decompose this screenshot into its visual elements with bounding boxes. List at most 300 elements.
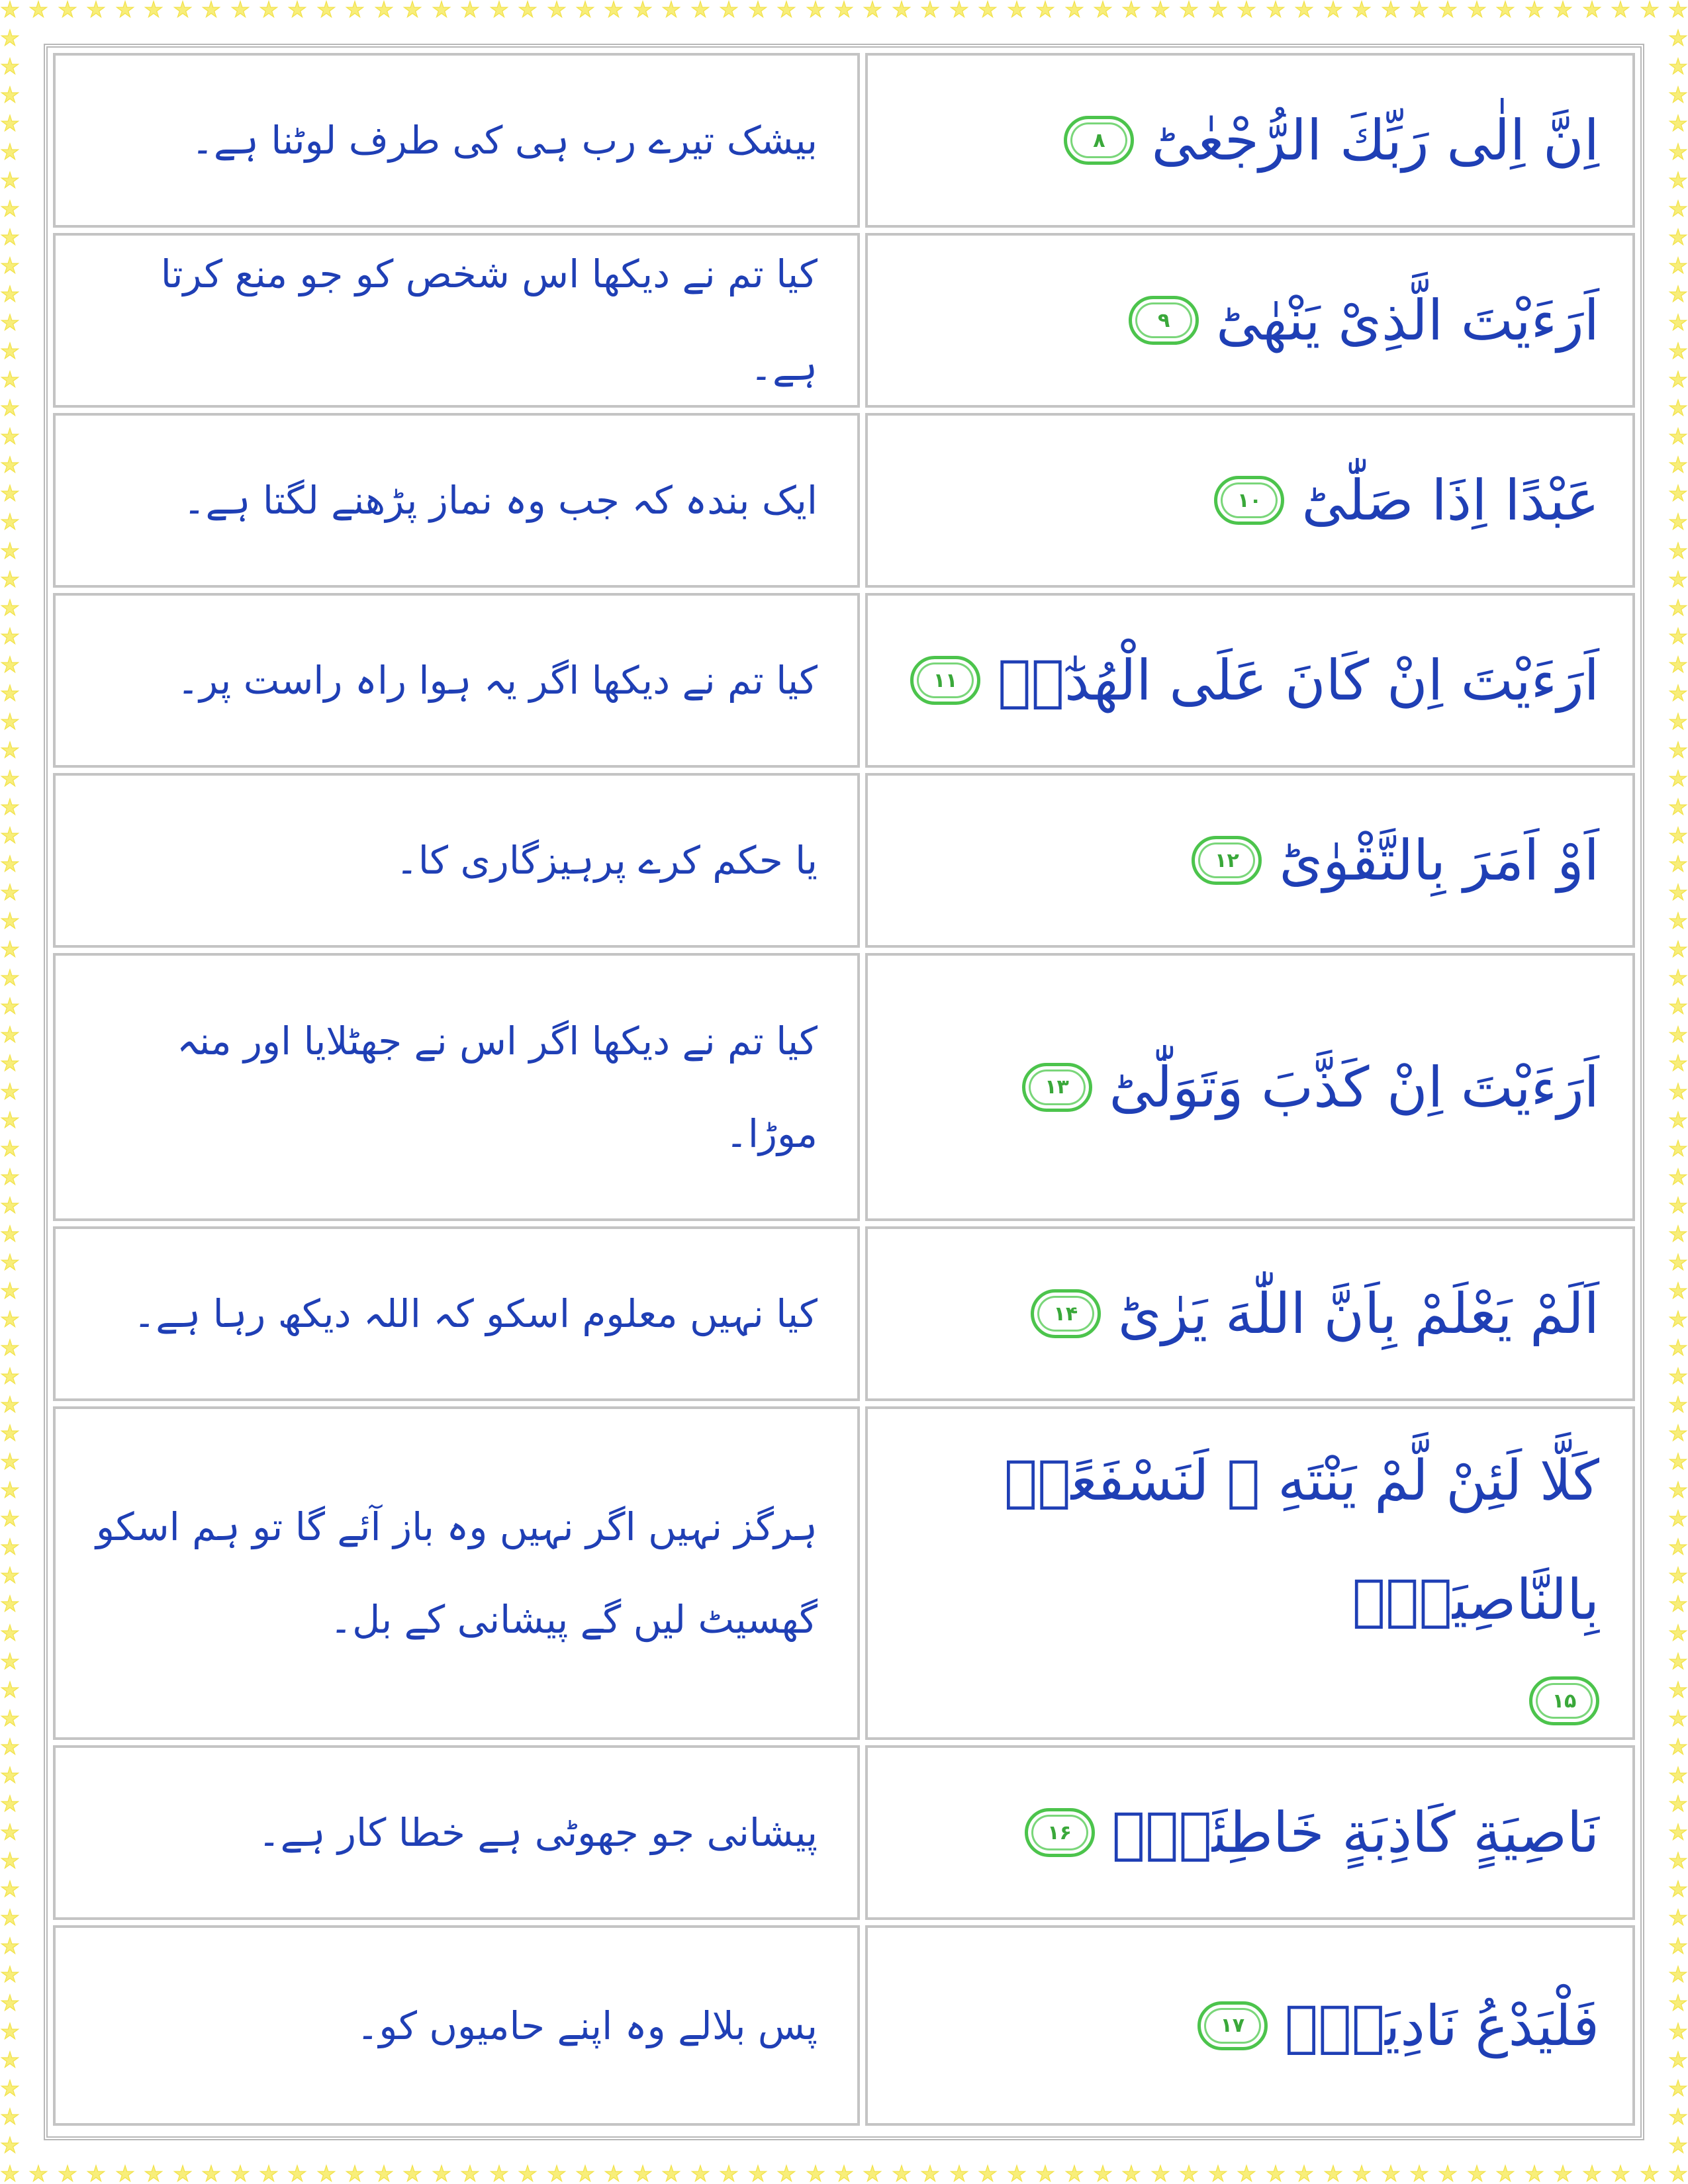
star-icon bbox=[1668, 2022, 1688, 2042]
star-icon bbox=[1294, 2164, 1314, 2184]
star-icon bbox=[1035, 2164, 1055, 2184]
star-icon bbox=[1668, 2136, 1688, 2156]
star-icon bbox=[1668, 1880, 1688, 1899]
star-icon bbox=[1668, 1594, 1688, 1614]
star-icon bbox=[287, 2164, 307, 2184]
star-icon bbox=[0, 1794, 20, 1814]
star-icon bbox=[0, 1139, 20, 1159]
star-icon bbox=[0, 1709, 20, 1729]
star-icon bbox=[1381, 0, 1401, 20]
star-icon bbox=[1668, 1566, 1688, 1586]
star-icon bbox=[0, 313, 20, 333]
star-icon bbox=[0, 28, 20, 48]
star-icon bbox=[604, 2164, 624, 2184]
star-icon bbox=[1668, 2164, 1688, 2184]
star-icon bbox=[1007, 2164, 1027, 2184]
star-icon bbox=[0, 1253, 20, 1273]
star-icon bbox=[0, 1823, 20, 1843]
star-icon bbox=[1668, 28, 1688, 48]
star-icon bbox=[1668, 370, 1688, 390]
ayah-number-icon: ۱۳ bbox=[1022, 1063, 1092, 1112]
star-icon bbox=[0, 883, 20, 903]
star-icon bbox=[0, 1480, 20, 1500]
star-icon bbox=[1668, 826, 1688, 846]
ayah-number-icon: ۱۲ bbox=[1192, 836, 1262, 885]
star-icon bbox=[0, 285, 20, 304]
star-icon bbox=[1668, 2107, 1688, 2127]
star-icon bbox=[0, 1082, 20, 1102]
star-icon bbox=[575, 0, 595, 20]
translation-text: پس بلالے وہ اپنے حامیوں کو۔ bbox=[356, 2003, 818, 2048]
star-icon bbox=[1668, 1680, 1688, 1700]
star-icon bbox=[1668, 0, 1688, 20]
star-icon bbox=[0, 1908, 20, 1928]
star-icon bbox=[0, 997, 20, 1017]
star-icon bbox=[287, 0, 307, 20]
star-icon bbox=[834, 2164, 854, 2184]
star-icon bbox=[1668, 484, 1688, 504]
star-icon bbox=[402, 0, 422, 20]
star-icon bbox=[0, 1167, 20, 1187]
star-icon bbox=[1668, 1224, 1688, 1244]
star-icon bbox=[920, 0, 940, 20]
star-icon bbox=[1668, 883, 1688, 903]
star-icon bbox=[0, 0, 20, 20]
star-icon bbox=[0, 57, 20, 77]
star-icon bbox=[0, 1537, 20, 1557]
star-icon bbox=[1409, 0, 1429, 20]
star-icon bbox=[1668, 1395, 1688, 1415]
star-icon bbox=[0, 1766, 20, 1786]
arabic-verse: اَرَءَيْتَ اِنْ كَذَّبَ وَتَوَلّٰىؕ bbox=[1109, 1054, 1599, 1120]
star-icon bbox=[460, 2164, 480, 2184]
star-icon bbox=[1381, 2164, 1401, 2184]
star-icon bbox=[0, 370, 20, 390]
star-icon bbox=[719, 0, 739, 20]
star-icon bbox=[920, 2164, 940, 2184]
star-icon bbox=[374, 2164, 394, 2184]
star-icon bbox=[1035, 0, 1055, 20]
star-icon bbox=[1668, 228, 1688, 248]
star-icon bbox=[230, 2164, 250, 2184]
star-icon bbox=[1668, 1509, 1688, 1529]
star-icon bbox=[1611, 0, 1630, 20]
star-icon bbox=[748, 0, 768, 20]
star-icon bbox=[0, 968, 20, 988]
star-icon bbox=[834, 0, 854, 20]
arabic-verse: اَرَءَيْتَ الَّذِىْ يَنْهٰىؕ bbox=[1216, 288, 1599, 353]
star-icon bbox=[0, 142, 20, 162]
star-icon bbox=[1668, 1794, 1688, 1814]
star-icon bbox=[1668, 854, 1688, 874]
star-icon bbox=[1668, 1908, 1688, 1928]
verse-cell bbox=[865, 1226, 1635, 1401]
star-icon bbox=[58, 0, 77, 20]
star-icon bbox=[1121, 2164, 1141, 2184]
star-icon bbox=[1237, 2164, 1256, 2184]
star-icon bbox=[1438, 0, 1458, 20]
star-icon bbox=[0, 854, 20, 874]
star-icon bbox=[374, 0, 394, 20]
star-icon bbox=[432, 2164, 451, 2184]
translation-text: کیا نہیں معلوم اسکو کہ اللہ دیکھ رہا ہے۔ bbox=[133, 1291, 818, 1336]
star-icon bbox=[1668, 1139, 1688, 1159]
star-icon bbox=[115, 0, 135, 20]
star-icon bbox=[316, 2164, 336, 2184]
translation-text: بیشک تیرے رب ہی کی طرف لوٹنا ہے۔ bbox=[191, 118, 818, 163]
star-icon bbox=[402, 2164, 422, 2184]
star-icon bbox=[1668, 655, 1688, 675]
verse-cell bbox=[865, 593, 1635, 768]
star-icon bbox=[460, 0, 480, 20]
verse-cell bbox=[865, 953, 1635, 1221]
star-icon bbox=[1668, 627, 1688, 647]
star-icon bbox=[1668, 797, 1688, 817]
star-icon bbox=[0, 1452, 20, 1472]
star-icon bbox=[0, 256, 20, 276]
star-icon bbox=[1294, 0, 1314, 20]
star-icon bbox=[0, 1851, 20, 1871]
star-icon bbox=[1640, 0, 1660, 20]
star-icon bbox=[0, 341, 20, 361]
star-icon bbox=[1668, 455, 1688, 475]
arabic-verse: كَلَّا لَئِنْ لَّمْ يَنْتَهِ ۙ لَنَسْفَعًاۢ بِالنَّاصِيَةِۙ bbox=[1004, 1448, 1599, 1632]
ayah-number-icon: ۹ bbox=[1129, 296, 1199, 345]
star-icon bbox=[1611, 2164, 1630, 2184]
star-icon bbox=[863, 2164, 882, 2184]
star-icon bbox=[0, 712, 20, 732]
star-icon bbox=[1668, 541, 1688, 561]
translation-cell bbox=[53, 593, 860, 768]
star-icon bbox=[1668, 1823, 1688, 1843]
star-icon bbox=[0, 1623, 20, 1643]
star-icon bbox=[1668, 741, 1688, 760]
star-icon bbox=[0, 1652, 20, 1672]
star-icon bbox=[0, 1310, 20, 1330]
star-icon bbox=[661, 2164, 681, 2184]
star-icon bbox=[0, 1965, 20, 1985]
star-icon bbox=[1266, 2164, 1286, 2184]
star-icon bbox=[1668, 199, 1688, 219]
star-icon bbox=[0, 1993, 20, 2013]
star-icon bbox=[316, 0, 336, 20]
translation-text: کیا تم نے دیکھا اگر اس نے جھٹلایا اور منہ موڑا۔ bbox=[177, 1018, 818, 1156]
translation-text: یا حکم کرے پرہیزگاری کا۔ bbox=[395, 838, 818, 883]
star-icon bbox=[1668, 313, 1688, 333]
star-icon bbox=[1668, 1424, 1688, 1443]
star-icon bbox=[978, 2164, 998, 2184]
arabic-verse: عَبْدًا اِذَا صَلّٰىؕ bbox=[1301, 468, 1599, 533]
verse-cell bbox=[865, 413, 1635, 588]
star-icon bbox=[0, 826, 20, 846]
star-icon bbox=[0, 114, 20, 134]
star-icon bbox=[1208, 0, 1228, 20]
star-icon bbox=[661, 0, 681, 20]
star-icon bbox=[1064, 0, 1084, 20]
star-icon bbox=[633, 0, 653, 20]
star-icon bbox=[1208, 2164, 1228, 2184]
star-icon bbox=[489, 2164, 509, 2184]
star-icon bbox=[978, 0, 998, 20]
star-icon bbox=[345, 2164, 365, 2184]
star-icon bbox=[0, 2079, 20, 2099]
star-icon bbox=[1323, 2164, 1343, 2184]
star-icon bbox=[1064, 2164, 1084, 2184]
translation-cell bbox=[53, 1925, 860, 2126]
star-icon bbox=[1668, 256, 1688, 276]
star-icon bbox=[0, 1509, 20, 1529]
star-icon bbox=[0, 427, 20, 447]
translation-cell bbox=[53, 953, 860, 1221]
star-icon bbox=[0, 2136, 20, 2156]
star-icon bbox=[1121, 0, 1141, 20]
verse-cell bbox=[865, 1745, 1635, 1920]
star-icon bbox=[173, 2164, 193, 2184]
star-icon bbox=[1093, 2164, 1113, 2184]
star-icon bbox=[575, 2164, 595, 2184]
star-icon bbox=[604, 0, 624, 20]
star-icon bbox=[1668, 1054, 1688, 1073]
star-icon bbox=[949, 0, 969, 20]
arabic-verse: اَلَمْ يَعْلَمْ بِاَنَّ اللّٰهَ يَرٰىؕ bbox=[1117, 1281, 1599, 1346]
star-icon bbox=[1668, 1082, 1688, 1102]
arabic-verse: اِنَّ اِلٰى رَبِّكَ الرُّجْعٰىؕ bbox=[1151, 108, 1599, 173]
star-icon bbox=[1668, 1537, 1688, 1557]
star-icon bbox=[0, 940, 20, 960]
star-icon bbox=[0, 1424, 20, 1443]
star-icon bbox=[1668, 1167, 1688, 1187]
star-icon bbox=[0, 1196, 20, 1216]
star-icon bbox=[949, 2164, 969, 2184]
star-icon bbox=[1668, 1452, 1688, 1472]
star-icon bbox=[0, 1338, 20, 1358]
star-icon bbox=[1668, 598, 1688, 618]
star-icon bbox=[518, 2164, 538, 2184]
verse-table bbox=[50, 50, 1638, 2134]
star-icon bbox=[0, 1594, 20, 1614]
star-icon bbox=[1668, 940, 1688, 960]
star-icon bbox=[0, 1054, 20, 1073]
star-icon bbox=[1150, 2164, 1170, 2184]
star-icon bbox=[489, 0, 509, 20]
star-icon bbox=[0, 2164, 20, 2184]
ayah-number-icon: ۱۱ bbox=[910, 656, 980, 705]
star-icon bbox=[1668, 1480, 1688, 1500]
star-icon bbox=[1668, 1253, 1688, 1273]
star-icon bbox=[1668, 712, 1688, 732]
star-icon bbox=[0, 1936, 20, 1956]
star-icon bbox=[0, 2050, 20, 2070]
star-icon bbox=[0, 655, 20, 675]
ayah-number-icon: ۱۴ bbox=[1031, 1289, 1101, 1338]
arabic-verse: اَرَءَيْتَ اِنْ كَانَ عَلَى الْهُدٰٓىۙ bbox=[998, 648, 1599, 713]
star-icon bbox=[547, 0, 567, 20]
star-icon bbox=[1582, 2164, 1602, 2184]
star-icon bbox=[0, 1737, 20, 1757]
star-icon bbox=[1668, 911, 1688, 931]
star-icon bbox=[1668, 142, 1688, 162]
star-icon bbox=[201, 2164, 221, 2184]
star-icon bbox=[0, 627, 20, 647]
star-icon bbox=[1524, 2164, 1544, 2184]
star-icon bbox=[1150, 0, 1170, 20]
star-icon bbox=[1668, 1367, 1688, 1387]
star-icon bbox=[1668, 285, 1688, 304]
star-icon bbox=[0, 171, 20, 191]
star-icon bbox=[1438, 2164, 1458, 2184]
verse-cell bbox=[865, 1925, 1635, 2126]
star-icon bbox=[0, 1367, 20, 1387]
star-icon bbox=[1467, 0, 1487, 20]
star-icon bbox=[633, 2164, 653, 2184]
star-icon bbox=[1467, 2164, 1487, 2184]
star-icon bbox=[0, 598, 20, 618]
star-icon bbox=[1553, 2164, 1573, 2184]
arabic-verse: نَاصِيَةٍ كَاذِبَةٍ خَاطِئَةٍۚ bbox=[1111, 1800, 1599, 1865]
star-icon bbox=[1323, 0, 1343, 20]
star-icon bbox=[1668, 684, 1688, 704]
star-icon bbox=[1668, 398, 1688, 418]
star-icon bbox=[1668, 570, 1688, 590]
star-icon bbox=[432, 0, 451, 20]
arabic-verse: اَوْ اَمَرَ بِالتَّقْوٰىؕ bbox=[1279, 828, 1599, 893]
star-icon bbox=[1668, 171, 1688, 191]
star-icon bbox=[1668, 85, 1688, 105]
star-icon bbox=[776, 2164, 796, 2184]
star-icon bbox=[0, 1281, 20, 1301]
star-icon bbox=[1668, 1025, 1688, 1045]
star-icon bbox=[1007, 0, 1027, 20]
translation-text: ہرگز نہیں اگر نہیں وہ باز آئے گا تو ہم اسکو گھسیٹ لیں گے پیشانی کے بل۔ bbox=[96, 1504, 818, 1642]
star-icon bbox=[518, 0, 538, 20]
star-icon bbox=[1668, 512, 1688, 532]
star-icon bbox=[1668, 1623, 1688, 1643]
star-icon bbox=[690, 2164, 710, 2184]
star-icon bbox=[0, 1111, 20, 1130]
star-icon bbox=[1352, 0, 1372, 20]
star-icon bbox=[1668, 1310, 1688, 1330]
star-icon bbox=[1668, 1709, 1688, 1729]
star-icon bbox=[1266, 0, 1286, 20]
star-icon bbox=[58, 2164, 77, 2184]
star-icon bbox=[86, 0, 106, 20]
star-icon bbox=[1668, 114, 1688, 134]
star-icon bbox=[345, 0, 365, 20]
verse-cell bbox=[865, 773, 1635, 948]
star-icon bbox=[1668, 1196, 1688, 1216]
star-icon bbox=[1409, 2164, 1429, 2184]
star-icon bbox=[0, 398, 20, 418]
translation-cell bbox=[53, 233, 860, 408]
star-icon bbox=[0, 570, 20, 590]
verse-cell bbox=[865, 53, 1635, 228]
star-icon bbox=[1668, 1737, 1688, 1757]
star-icon bbox=[1582, 0, 1602, 20]
star-icon bbox=[28, 2164, 48, 2184]
star-icon bbox=[0, 1566, 20, 1586]
star-icon bbox=[1495, 0, 1515, 20]
star-icon bbox=[0, 1025, 20, 1045]
star-icon bbox=[1668, 1281, 1688, 1301]
arabic-verse: فَلْيَدْعُ نَادِيَهٗۙ bbox=[1284, 1993, 1599, 2058]
star-icon bbox=[1352, 2164, 1372, 2184]
star-icon bbox=[144, 0, 164, 20]
star-icon bbox=[0, 228, 20, 248]
star-icon bbox=[1668, 427, 1688, 447]
star-icon bbox=[201, 0, 221, 20]
star-icon bbox=[1668, 1993, 1688, 2013]
translation-cell bbox=[53, 1226, 860, 1401]
star-icon bbox=[719, 2164, 739, 2184]
star-icon bbox=[28, 0, 48, 20]
star-icon bbox=[547, 2164, 567, 2184]
star-icon bbox=[0, 2022, 20, 2042]
star-icon bbox=[0, 484, 20, 504]
translation-cell bbox=[53, 1406, 860, 1740]
star-icon bbox=[0, 1395, 20, 1415]
star-icon bbox=[1668, 1338, 1688, 1358]
star-icon bbox=[1179, 2164, 1199, 2184]
star-icon bbox=[173, 0, 193, 20]
star-icon bbox=[1524, 0, 1544, 20]
translation-text: پیشانی جو جھوٹی ہے خطا کار ہے۔ bbox=[258, 1810, 818, 1855]
star-icon bbox=[230, 0, 250, 20]
star-icon bbox=[0, 797, 20, 817]
star-icon bbox=[1668, 1766, 1688, 1786]
ayah-number-icon: ۱۵ bbox=[1529, 1676, 1599, 1725]
verse-cell bbox=[865, 1406, 1635, 1740]
star-icon bbox=[1668, 968, 1688, 988]
star-icon bbox=[0, 741, 20, 760]
star-icon bbox=[1668, 1111, 1688, 1130]
star-icon bbox=[1668, 2079, 1688, 2099]
star-icon bbox=[892, 2164, 912, 2184]
star-icon bbox=[1237, 0, 1256, 20]
star-icon bbox=[0, 541, 20, 561]
star-icon bbox=[0, 1224, 20, 1244]
star-icon bbox=[776, 0, 796, 20]
star-icon bbox=[1668, 769, 1688, 789]
star-icon bbox=[0, 684, 20, 704]
star-icon bbox=[1668, 1851, 1688, 1871]
star-icon bbox=[892, 0, 912, 20]
translation-text: ایک بندہ کہ جب وہ نماز پڑھنے لگتا ہے۔ bbox=[183, 478, 818, 523]
translation-text: کیا تم نے دیکھا اس شخص کو جو منع کرتا ہے۔ bbox=[160, 251, 818, 389]
star-icon bbox=[1668, 997, 1688, 1017]
star-icon bbox=[0, 769, 20, 789]
star-icon bbox=[1668, 2050, 1688, 2070]
star-icon bbox=[259, 2164, 279, 2184]
star-icon bbox=[806, 0, 825, 20]
ayah-number-icon: ۱۰ bbox=[1214, 476, 1284, 525]
star-icon bbox=[1093, 0, 1113, 20]
star-icon bbox=[0, 2107, 20, 2127]
star-icon bbox=[748, 2164, 768, 2184]
star-icon bbox=[690, 0, 710, 20]
star-icon bbox=[1495, 2164, 1515, 2184]
translation-text: کیا تم نے دیکھا اگر یہ ہوا راہ راست پر۔ bbox=[177, 658, 818, 703]
star-icon bbox=[115, 2164, 135, 2184]
ayah-number-icon: ۱۷ bbox=[1197, 2001, 1268, 2050]
star-icon bbox=[0, 1880, 20, 1899]
translation-cell bbox=[53, 773, 860, 948]
star-icon bbox=[1640, 2164, 1660, 2184]
star-icon bbox=[1668, 341, 1688, 361]
translation-cell bbox=[53, 1745, 860, 1920]
star-icon bbox=[1668, 1936, 1688, 1956]
star-icon bbox=[1668, 57, 1688, 77]
star-icon bbox=[0, 199, 20, 219]
